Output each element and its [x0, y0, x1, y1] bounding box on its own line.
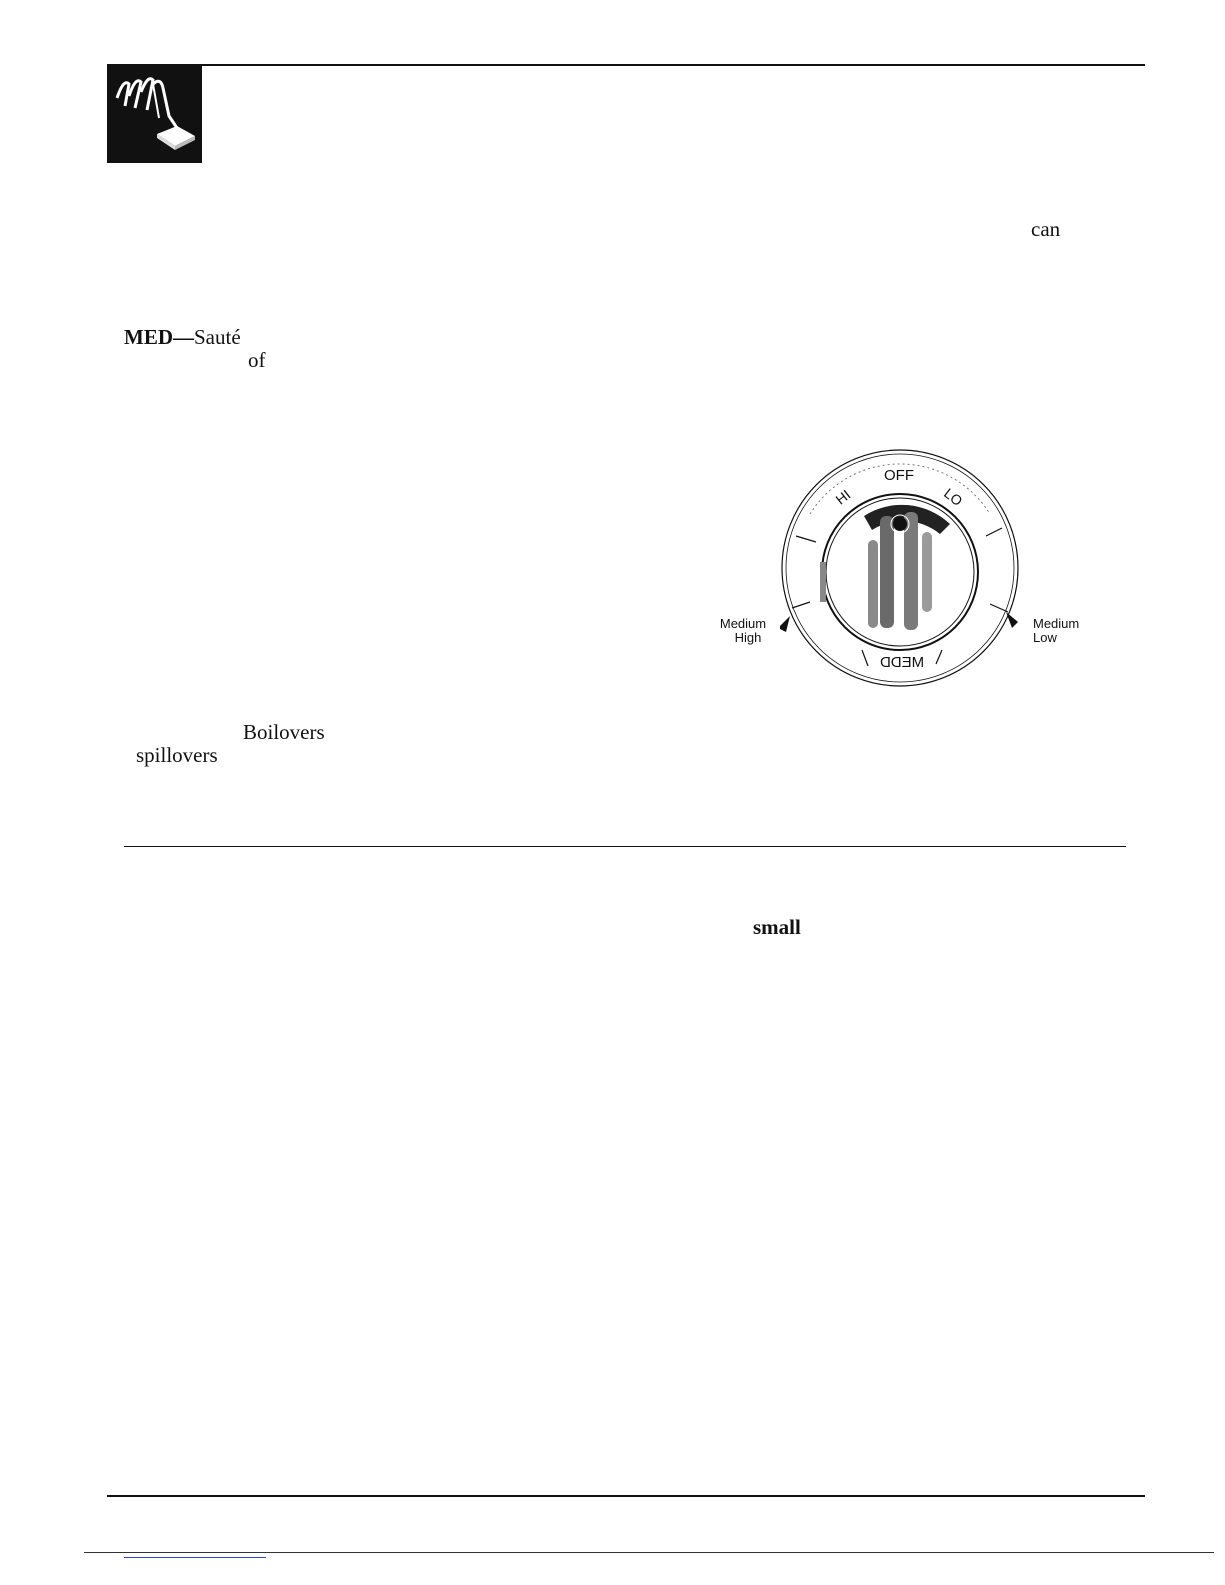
dial-med-label: MEDD	[880, 654, 925, 671]
text-small: small	[753, 915, 801, 939]
medium-high-line-2: High	[734, 630, 762, 645]
medium-high-label	[715, 617, 771, 645]
med-setting-line	[124, 327, 241, 348]
hand-press-icon	[107, 66, 202, 163]
footer-link-underline[interactable]	[124, 1557, 266, 1558]
dial-off-label: OFF	[884, 467, 914, 484]
medium-low-line-2: Low	[1033, 630, 1057, 645]
control-knob-diagram	[780, 444, 1025, 694]
text-boilovers: Boilovers	[243, 720, 325, 744]
section-divider	[124, 846, 1126, 847]
text-of: of	[248, 348, 266, 372]
medium-high-line-1: Medium	[719, 616, 767, 631]
text-can: can	[1031, 217, 1061, 241]
medium-low-label	[1033, 617, 1089, 645]
footer-rule	[84, 1552, 1214, 1553]
dial-hi-label: HI	[832, 486, 854, 508]
text-saute: Sauté	[194, 325, 241, 349]
med-label: MED—	[124, 325, 194, 349]
text-spillovers: spillovers	[136, 743, 218, 767]
medium-low-line-1: Medium	[1033, 616, 1080, 631]
top-rule	[107, 64, 1145, 66]
dial-lo-label: LO	[941, 484, 966, 510]
bottom-rule	[107, 1495, 1145, 1497]
